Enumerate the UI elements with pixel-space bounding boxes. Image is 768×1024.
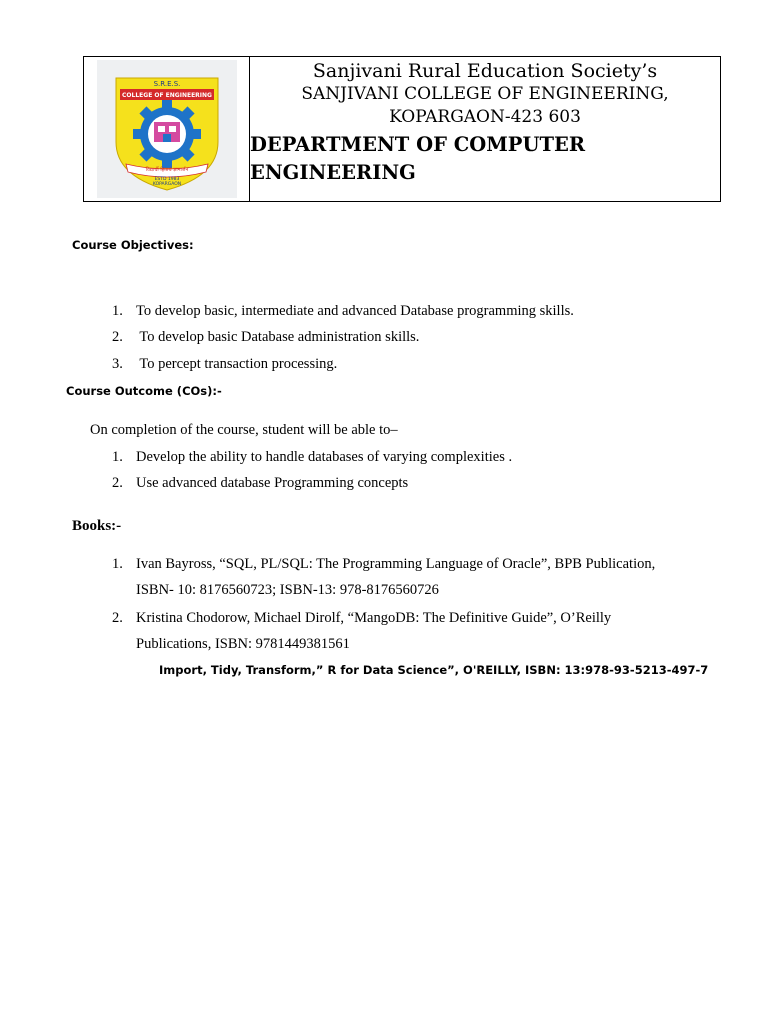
list-number: 1. bbox=[112, 449, 123, 465]
header-table bbox=[83, 56, 721, 202]
logo-top-text: S.R.E.S. bbox=[153, 80, 180, 88]
outcome-text: Develop the ability to handle databases of varying complexities . bbox=[136, 449, 513, 465]
list-number: 2. bbox=[112, 610, 123, 626]
books-heading: Books:- bbox=[72, 518, 122, 534]
objective-item bbox=[112, 328, 419, 346]
list-number: 1. bbox=[112, 303, 123, 319]
college-name: SANJIVANI COLLEGE OF ENGINEERING, bbox=[301, 84, 669, 104]
logo-banner-text: COLLEGE OF ENGINEERING bbox=[121, 92, 212, 99]
outcome-intro: On completion of the course, student will be able to– bbox=[90, 422, 398, 438]
book-item bbox=[112, 555, 655, 573]
book-line-continuation: ISBN- 10: 8176560723; ISBN-13: 978-8176560726 bbox=[136, 582, 439, 598]
list-number: 2. bbox=[112, 329, 123, 345]
objective-text: To percept transaction processing. bbox=[136, 356, 338, 372]
book-extra-reference: Import, Tidy, Transform,” R for Data Science”, O'REILLY, ISBN: 13:978-93-5213-497-7 bbox=[159, 663, 709, 677]
book-line-continuation: Publications, ISBN: 9781449381561 bbox=[136, 636, 350, 652]
logo-estd: ESTD 1983 bbox=[154, 177, 179, 182]
header-title-cell bbox=[250, 57, 720, 201]
course-objectives-heading: Course Objectives: bbox=[72, 238, 194, 252]
list-number: 2. bbox=[112, 475, 123, 491]
logo-place: KOPARGAON bbox=[152, 182, 181, 187]
outcome-item bbox=[112, 474, 408, 492]
department-name: DEPARTMENT OF COMPUTER ENGINEERING bbox=[250, 133, 586, 184]
list-number: 3. bbox=[112, 356, 123, 372]
book-line: Ivan Bayross, “SQL, PL/SQL: The Programming Language of Oracle”, BPB Publication, bbox=[136, 556, 656, 572]
objective-text: To develop basic Database administration skills. bbox=[136, 329, 420, 345]
outcome-item bbox=[112, 448, 512, 466]
outcome-text: Use advanced database Programming concepts bbox=[136, 475, 409, 491]
list-number: 1. bbox=[112, 556, 123, 572]
objective-text: To develop basic, intermediate and advanced Database programming skills. bbox=[136, 303, 574, 319]
college-place: KOPARGAON-423 603 bbox=[389, 107, 581, 127]
objective-item bbox=[112, 302, 574, 320]
logo-motto: विद्यार्थी हितार्थ ज्ञानार्जन bbox=[145, 167, 188, 173]
course-outcome-heading: Course Outcome (COs):- bbox=[66, 384, 222, 398]
objective-item bbox=[112, 355, 337, 373]
society-name: Sanjivani Rural Education Society’s bbox=[312, 60, 658, 82]
logo-cell bbox=[84, 57, 250, 201]
college-logo-emblem bbox=[102, 64, 232, 194]
college-logo bbox=[97, 60, 237, 198]
book-line: Kristina Chodorow, Michael Dirolf, “MangoDB: The Definitive Guide”, O’Reilly bbox=[136, 610, 612, 626]
book-item bbox=[112, 609, 611, 627]
